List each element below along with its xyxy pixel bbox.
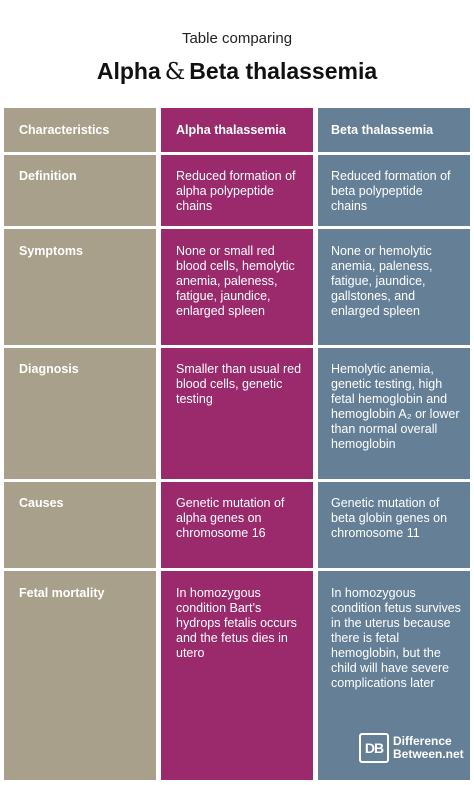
page-title: [0, 58, 474, 85]
row-divider: [0, 152, 474, 155]
row-label-diagnosis: Diagnosis: [19, 362, 79, 376]
logo-mark: DB: [359, 733, 389, 763]
row-divider: [0, 479, 474, 482]
title-ampersand: &: [164, 59, 186, 85]
characteristics-column: [4, 108, 156, 780]
difference-between-logo: [359, 730, 471, 766]
fetal-mortality-alpha: In homozygous condition Bart’s hydrops fetalis occurs and the fetus dies in utero: [176, 586, 297, 660]
logo-line-2: Between.net: [393, 747, 464, 761]
header-alpha: Alpha thalassemia: [176, 123, 286, 137]
subtitle: Table comparing: [181, 30, 293, 47]
causes-alpha: Genetic mutation of alpha genes on chromosome 16: [176, 496, 285, 540]
row-label-symptoms: Symptoms: [19, 244, 83, 258]
row-divider: [0, 226, 474, 229]
logo-text: [393, 735, 464, 761]
logo-line-1: Difference: [393, 734, 452, 748]
diagnosis-beta: Hemolytic anemia, genetic testing, high fetal hemoglobin and hemoglobin A₂ or lower than normal overall hemoglobin: [331, 362, 460, 451]
row-divider: [0, 345, 474, 348]
header-characteristics: Characteristics: [19, 123, 110, 137]
title-alpha: Alpha: [96, 58, 161, 84]
symptoms-beta: None or hemolytic anemia, paleness, fatigue, jaundice, gallstones, and enlarged spleen: [331, 244, 433, 318]
symptoms-alpha: None or small red blood cells, hemolytic anemia, paleness, fatigue, jaundice, enlarged spleen: [176, 244, 295, 318]
fetal-mortality-beta: In homozygous condition fetus survives in the uterus because there is fetal hemoglobin, but the child will have severe complications later: [331, 586, 461, 690]
row-divider: [0, 568, 474, 571]
row-label-definition: Definition: [19, 169, 77, 183]
row-label-causes: Causes: [19, 496, 64, 510]
diagnosis-alpha: Smaller than usual red blood cells, genetic testing: [176, 362, 302, 406]
title-beta: Beta thalassemia: [189, 58, 378, 84]
definition-beta: Reduced formation of beta polypeptide chains: [331, 169, 451, 213]
header-beta: Beta thalassemia: [331, 123, 434, 137]
row-label-fetal-mortality: Fetal mortality: [19, 586, 105, 600]
definition-alpha: Reduced formation of alpha polypeptide chains: [176, 169, 296, 213]
causes-beta: Genetic mutation of beta globin genes on chromosome 11: [331, 496, 448, 540]
